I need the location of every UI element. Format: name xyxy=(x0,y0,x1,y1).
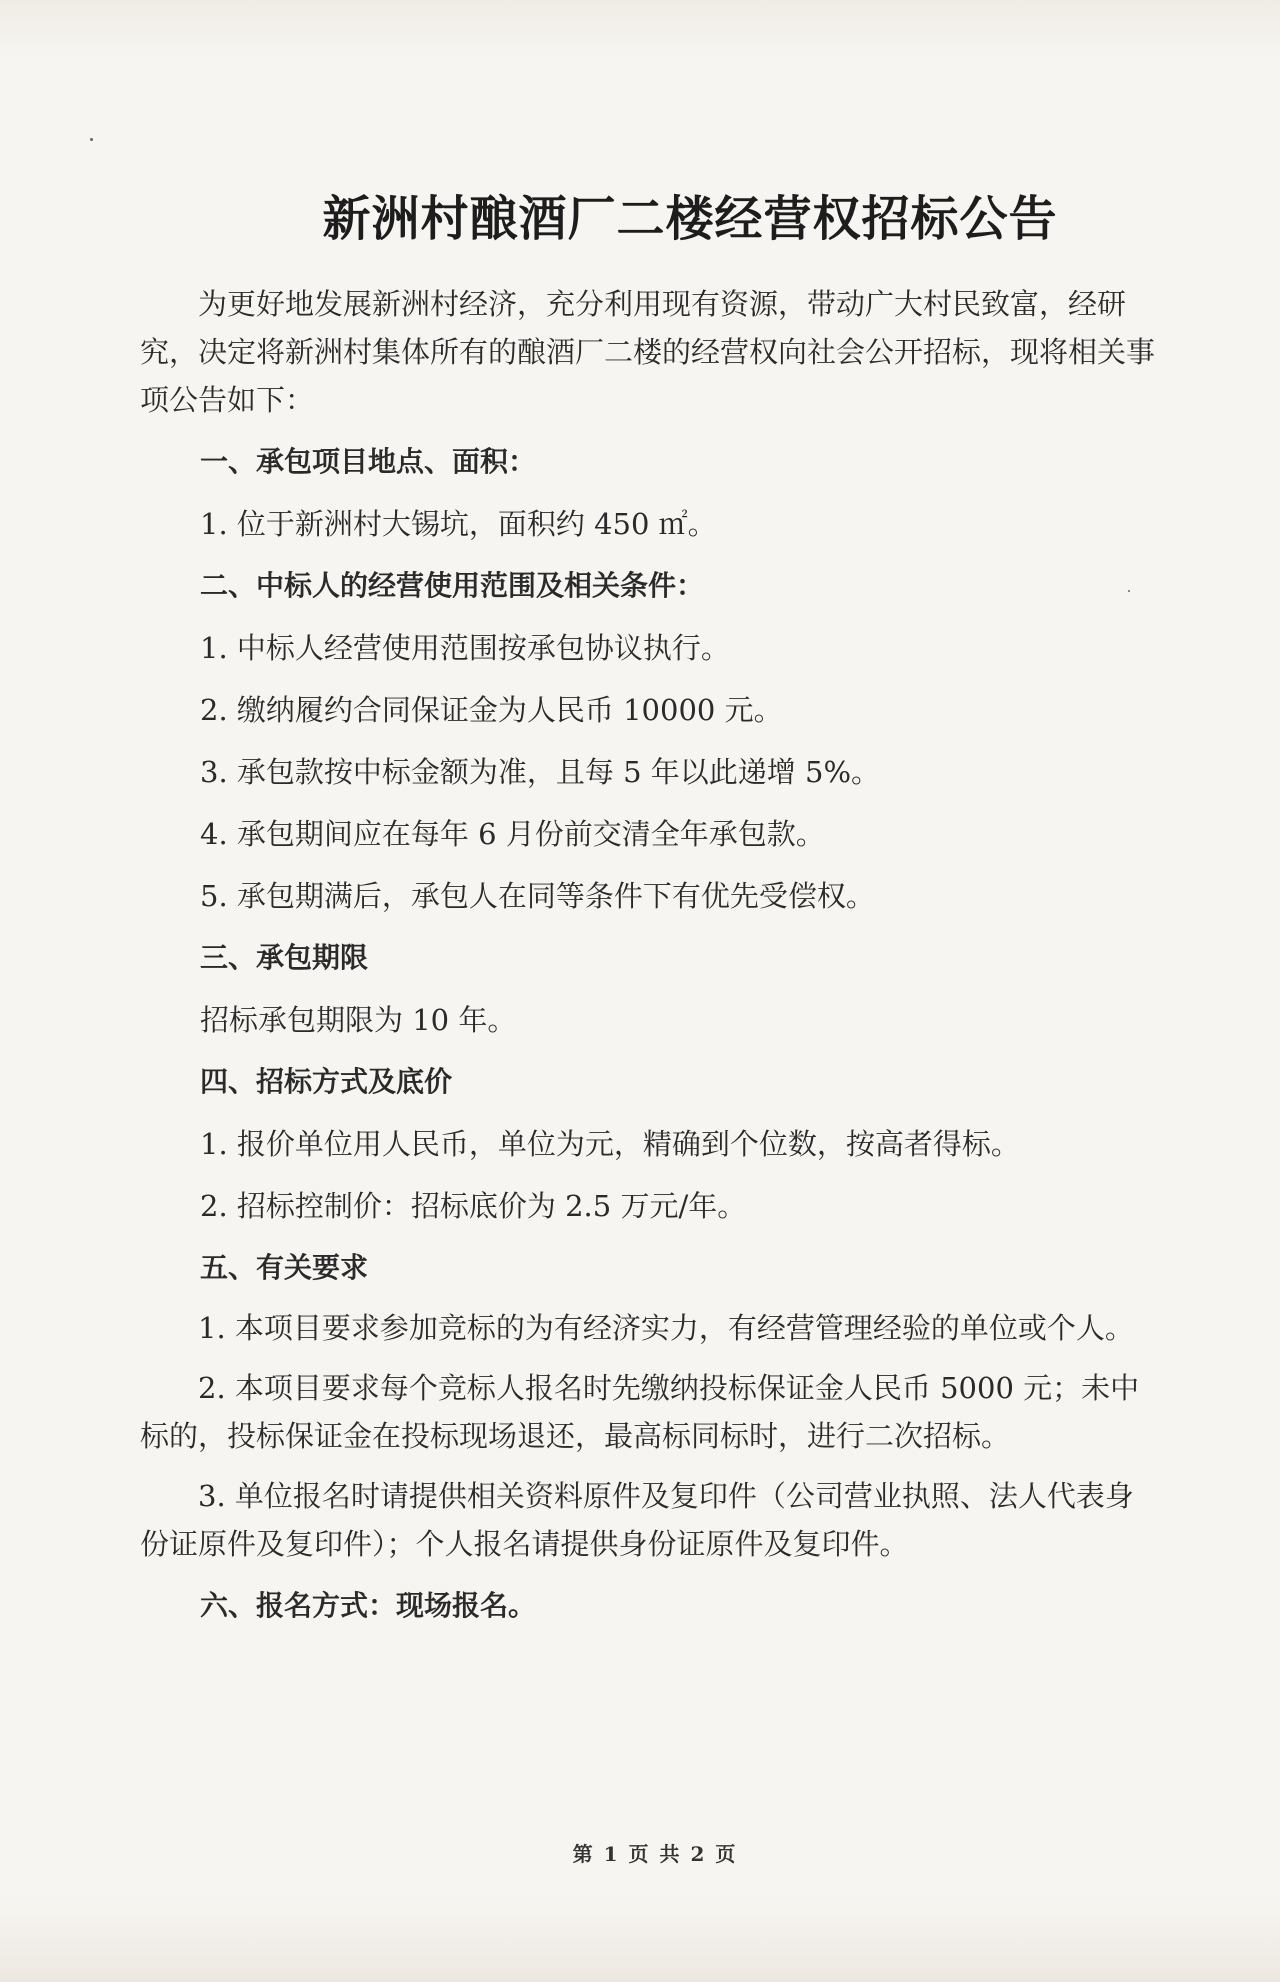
document-body xyxy=(140,280,1155,1630)
section-2-item-1: 1. 中标人经营使用范围按承包协议执行。 xyxy=(200,631,730,665)
section-5-item-1: 1. 本项目要求参加竞标的为有经济实力，有经营管理经验的单位或个人。 xyxy=(198,1311,1134,1345)
section-6-heading: 六、报名方式：现场报名。 xyxy=(200,1589,537,1622)
section-4-item-1: 1. 报价单位用人民币，单位为元，精确到个位数，按高者得标。 xyxy=(200,1127,1020,1161)
scan-speck xyxy=(90,138,93,141)
section-4-heading: 四、招标方式及底价 xyxy=(200,1065,453,1098)
intro-paragraph: 为更好地发展新洲村经济，充分利用现有资源，带动广大村民致富，经研究，决定将新洲村集体所有的酿酒厂二楼的经营权向社会公开招标，现将相关事项公告如下： xyxy=(140,287,1156,417)
document-title: 新洲村酿酒厂二楼经营权招标公告 xyxy=(322,191,1058,248)
section-2-item-5: 5. 承包期满后，承包人在同等条件下有优先受偿权。 xyxy=(200,879,875,913)
section-4-item-2: 2. 招标控制价：招标底价为 2.5 万元/年。 xyxy=(200,1189,747,1223)
section-3-item-1: 招标承包期限为 10 年。 xyxy=(200,1003,517,1037)
section-1-heading: 一、承包项目地点、面积： xyxy=(200,445,537,478)
section-2-item-2: 2. 缴纳履约合同保证金为人民币 10000 元。 xyxy=(200,693,783,727)
section-5-item-3: 3. 单位报名时请提供相关资料原件及复印件（公司营业执照、法人代表身份证原件及复印件）；个人报名请提供身份证原件及复印件。 xyxy=(140,1479,1134,1561)
page-number: 第 1 页 共 2 页 xyxy=(572,1842,738,1866)
section-2-item-4: 4. 承包期间应在每年 6 月份前交清全年承包款。 xyxy=(200,817,825,851)
section-2-item-3: 3. 承包款按中标金额为准，且每 5 年以此递增 5%。 xyxy=(200,755,880,789)
section-3-heading: 三、承包期限 xyxy=(200,941,369,974)
section-1-item-1: 1. 位于新洲村大锡坑，面积约 450 ㎡。 xyxy=(200,507,717,541)
section-5-item-2: 2. 本项目要求每个竞标人报名时先缴纳投标保证金人民币 5000 元；未中标的，投标保证金在投标现场退还，最高标同标时，进行二次招标。 xyxy=(140,1371,1140,1453)
section-2-heading: 二、中标人的经营使用范围及相关条件： xyxy=(200,569,705,602)
section-5-heading: 五、有关要求 xyxy=(200,1251,369,1284)
